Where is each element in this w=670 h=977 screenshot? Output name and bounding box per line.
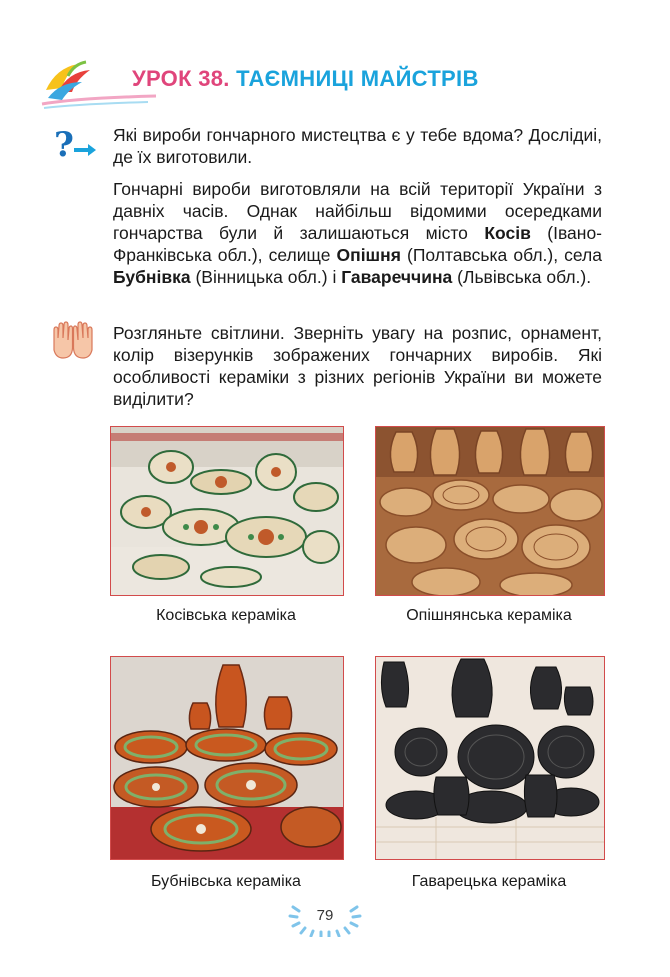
page-number-badge xyxy=(285,895,365,937)
photo-havarechchyna-ceramics xyxy=(375,656,605,860)
main-text-part: (Івано-Франківська обл.), селище xyxy=(113,223,603,265)
caption-kosiv: Косівська кераміка xyxy=(156,607,296,624)
hands-icon xyxy=(50,320,96,362)
question-text: Які вироби гончарного мистецтва є у тебе вдома? Дослідиі, де їх виготовили. xyxy=(113,125,602,167)
place-havarechchyna: Гавареччина xyxy=(341,267,453,287)
svg-text:?: ? xyxy=(54,125,74,164)
question-arrow-icon xyxy=(52,124,98,164)
task-text: Розгляньте світлини. Зверніть увагу на розпис, орнамент, колір візерунків зображених гончарних виробів. Які особливості кераміки з різних регіонів України ви можете виділити? xyxy=(113,323,602,409)
caption-havarechchyna: Гаварецька кераміка xyxy=(411,873,567,890)
caption-bubnivka: Бубнівська кераміка xyxy=(151,873,301,890)
lesson-number: УРОК 38. xyxy=(132,66,230,91)
main-text-part: (Львівська обл.). xyxy=(452,267,592,287)
main-text-part: (Вінницька обл.) і xyxy=(190,267,342,287)
photo-bubnivka-ceramics xyxy=(110,656,344,860)
main-text-part: (Полтавська обл.), села xyxy=(400,245,603,265)
page-number: 79 xyxy=(316,907,334,924)
lesson-title xyxy=(132,66,479,92)
lesson-name: ТАЄМНИЦІ МАЙСТРІВ xyxy=(236,66,479,91)
photo-opishnia-ceramics xyxy=(375,426,605,596)
caption-opishnia: Опішнянська кераміка xyxy=(406,607,572,624)
main-paragraph xyxy=(113,178,602,288)
photo-kosiv-ceramics xyxy=(110,426,344,596)
place-opishnia: Опішня xyxy=(336,245,401,265)
place-bubnivka: Бубнівка xyxy=(113,267,191,287)
place-kosiv: Косів xyxy=(484,223,531,243)
main-text-intro: Гончарні вироби виготовляли на всій території України з давніх часів. Однак найбільш відомими осередками гончарства були й залишаються місто xyxy=(113,179,602,243)
